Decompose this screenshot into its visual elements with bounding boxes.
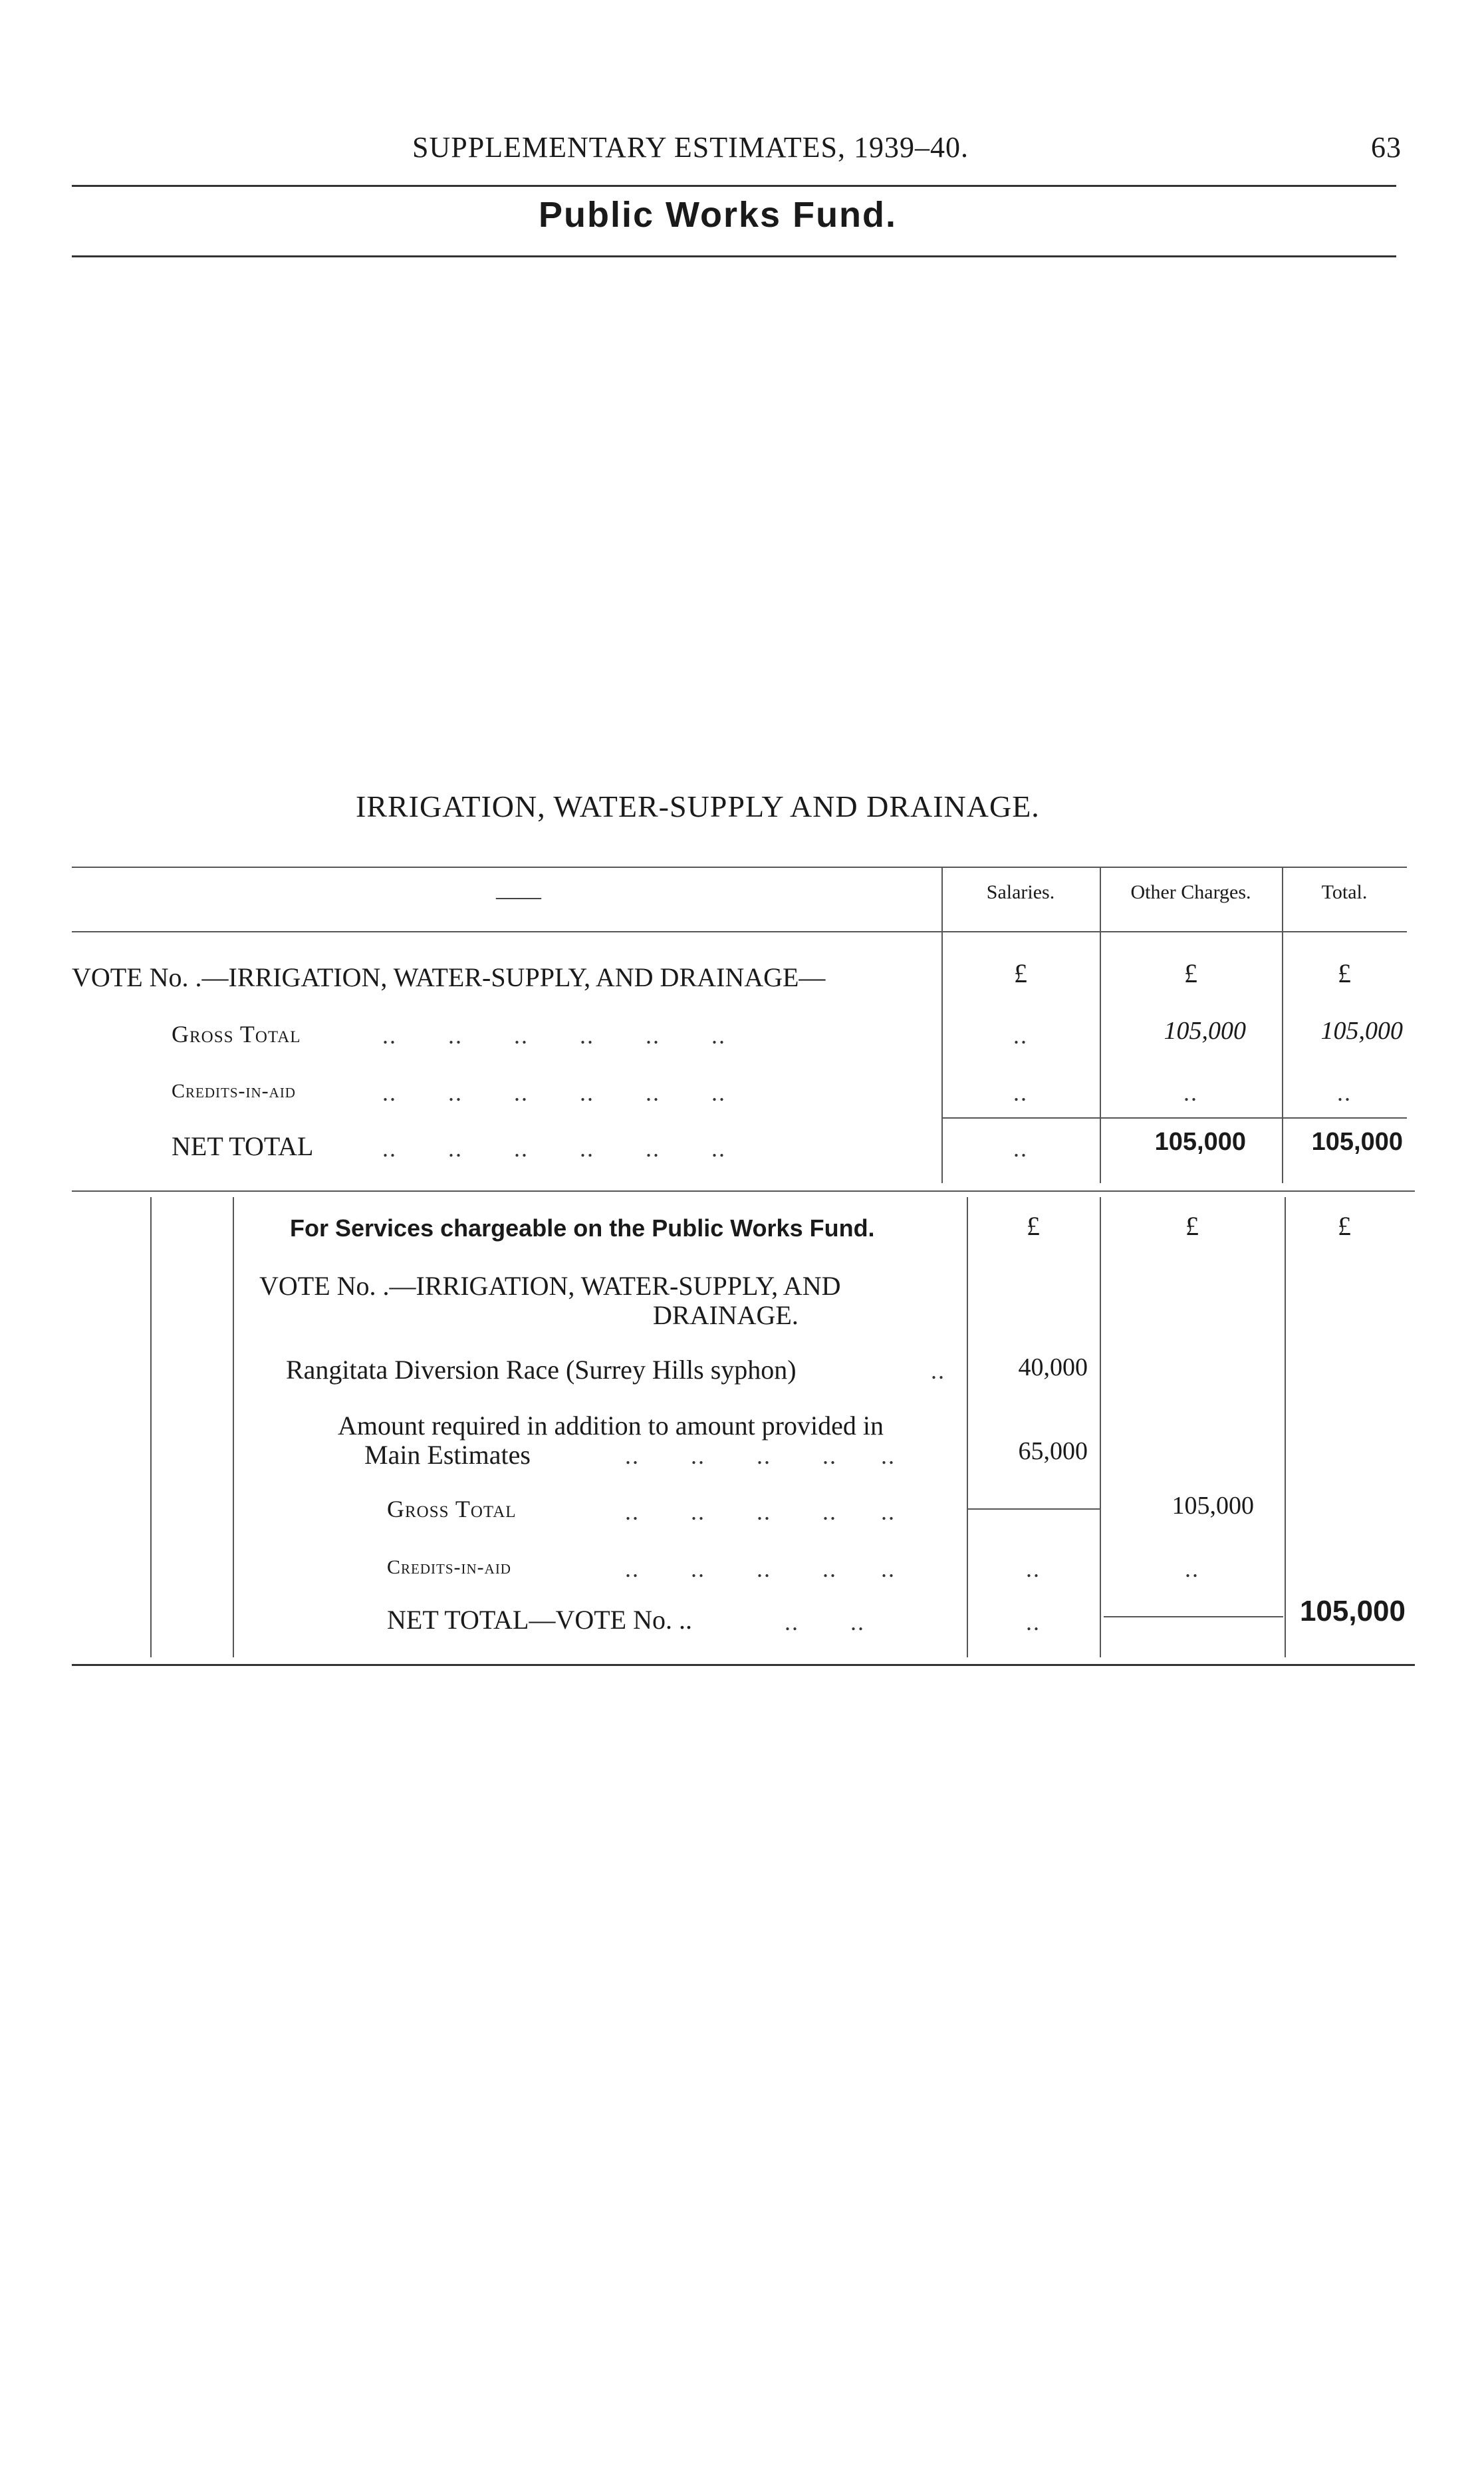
- summary-header-rule: [72, 931, 1407, 932]
- summary-row-label: Credits-in-aid: [172, 1080, 296, 1102]
- summary-vote-heading: VOTE No. .—IRRIGATION, WATER-SUPPLY, AND DRAINAGE—: [72, 962, 826, 992]
- detail-divider-3: [1285, 1197, 1286, 1657]
- leader-dots: .. ..: [785, 1609, 865, 1635]
- detail-item-label: Rangitata Diversion Race (Surrey Hills syphon): [286, 1355, 797, 1385]
- summary-net-other: 105,000: [1154, 1128, 1246, 1156]
- detail-net-col1: ..: [1026, 1609, 1041, 1635]
- header-rule-bottom: [72, 255, 1396, 257]
- section-title: IRRIGATION, WATER-SUPPLY AND DRAINAGE.: [356, 789, 1040, 823]
- detail-gross-label: Gross Total: [387, 1496, 517, 1522]
- detail-bottom-rule: [72, 1664, 1415, 1666]
- detail-credits-label: Credits-in-aid: [387, 1556, 511, 1578]
- summary-top-rule: [72, 867, 1407, 868]
- summary-gross-other: 105,000: [1164, 1017, 1246, 1045]
- detail-credits-col1: ..: [1026, 1556, 1041, 1582]
- fund-title: Public Works Fund.: [539, 195, 898, 235]
- detail-currency-2: £: [1185, 1211, 1199, 1241]
- summary-credits-salaries: ..: [1013, 1079, 1028, 1106]
- leader-dots: .. .. .. .. .. ..: [382, 1079, 726, 1106]
- summary-row-label: NET TOTAL: [172, 1131, 314, 1161]
- detail-net-rule: [1104, 1616, 1283, 1617]
- summary-col-other-charges: Other Charges.: [1130, 881, 1251, 903]
- detail-divider-1: [967, 1197, 968, 1657]
- page-number: 63: [1371, 131, 1402, 164]
- summary-currency-salaries: £: [1014, 958, 1027, 988]
- leader-dots: .. .. .. .. ..: [625, 1498, 896, 1525]
- detail-subtotal-rule: [967, 1508, 1100, 1510]
- summary-net-rule: [941, 1117, 1407, 1119]
- detail-divider-2: [1100, 1197, 1101, 1657]
- detail-gross-value: 105,000: [1172, 1492, 1254, 1520]
- detail-item-amount: 65,000: [1018, 1437, 1088, 1465]
- header-rule-top: [72, 185, 1396, 187]
- detail-item-amount: 40,000: [1018, 1353, 1088, 1381]
- summary-credits-total: ..: [1337, 1079, 1352, 1106]
- detail-currency-1: £: [1027, 1211, 1040, 1241]
- detail-vote-line1: VOTE No. .—IRRIGATION, WATER-SUPPLY, AND: [259, 1271, 841, 1301]
- detail-vote-line2: DRAINAGE.: [653, 1300, 799, 1330]
- detail-item-label-line2: Main Estimates: [364, 1440, 531, 1470]
- detail-heading: For Services chargeable on the Public Works Fund.: [290, 1214, 875, 1242]
- summary-bottom-rule: [72, 1190, 1415, 1192]
- summary-currency-total: £: [1338, 958, 1351, 988]
- leader-dots: ..: [931, 1357, 945, 1384]
- detail-net-label: NET TOTAL—VOTE No. ..: [387, 1605, 692, 1635]
- summary-col-total: Total.: [1321, 881, 1368, 903]
- detail-credits-col2: ..: [1185, 1556, 1199, 1582]
- detail-margin-line-1: [150, 1197, 152, 1657]
- summary-net-total: 105,000: [1311, 1128, 1403, 1156]
- leader-dots: .. .. .. .. ..: [625, 1443, 896, 1469]
- detail-net-total: 105,000: [1299, 1595, 1406, 1627]
- summary-gross-total: 105,000: [1320, 1017, 1403, 1045]
- running-title: SUPPLEMENTARY ESTIMATES, 1939–40.: [412, 131, 969, 164]
- leader-dots: .. .. .. .. .. ..: [382, 1022, 726, 1049]
- detail-currency-3: £: [1338, 1211, 1351, 1241]
- leader-dots: .. .. .. .. ..: [625, 1556, 896, 1582]
- summary-col-salaries: Salaries.: [986, 881, 1055, 903]
- summary-row-label: Gross Total: [172, 1021, 301, 1047]
- detail-margin-line-2: [233, 1197, 234, 1657]
- leader-dots: .. .. .. .. .. ..: [382, 1135, 726, 1162]
- detail-item-label-line1: Amount required in addition to amount provided in: [338, 1411, 884, 1441]
- summary-currency-other: £: [1184, 958, 1197, 988]
- summary-gross-salaries: ..: [1013, 1022, 1028, 1049]
- summary-col-description: ——: [496, 885, 541, 909]
- summary-credits-other: ..: [1183, 1079, 1198, 1106]
- summary-net-salaries: ..: [1013, 1135, 1028, 1162]
